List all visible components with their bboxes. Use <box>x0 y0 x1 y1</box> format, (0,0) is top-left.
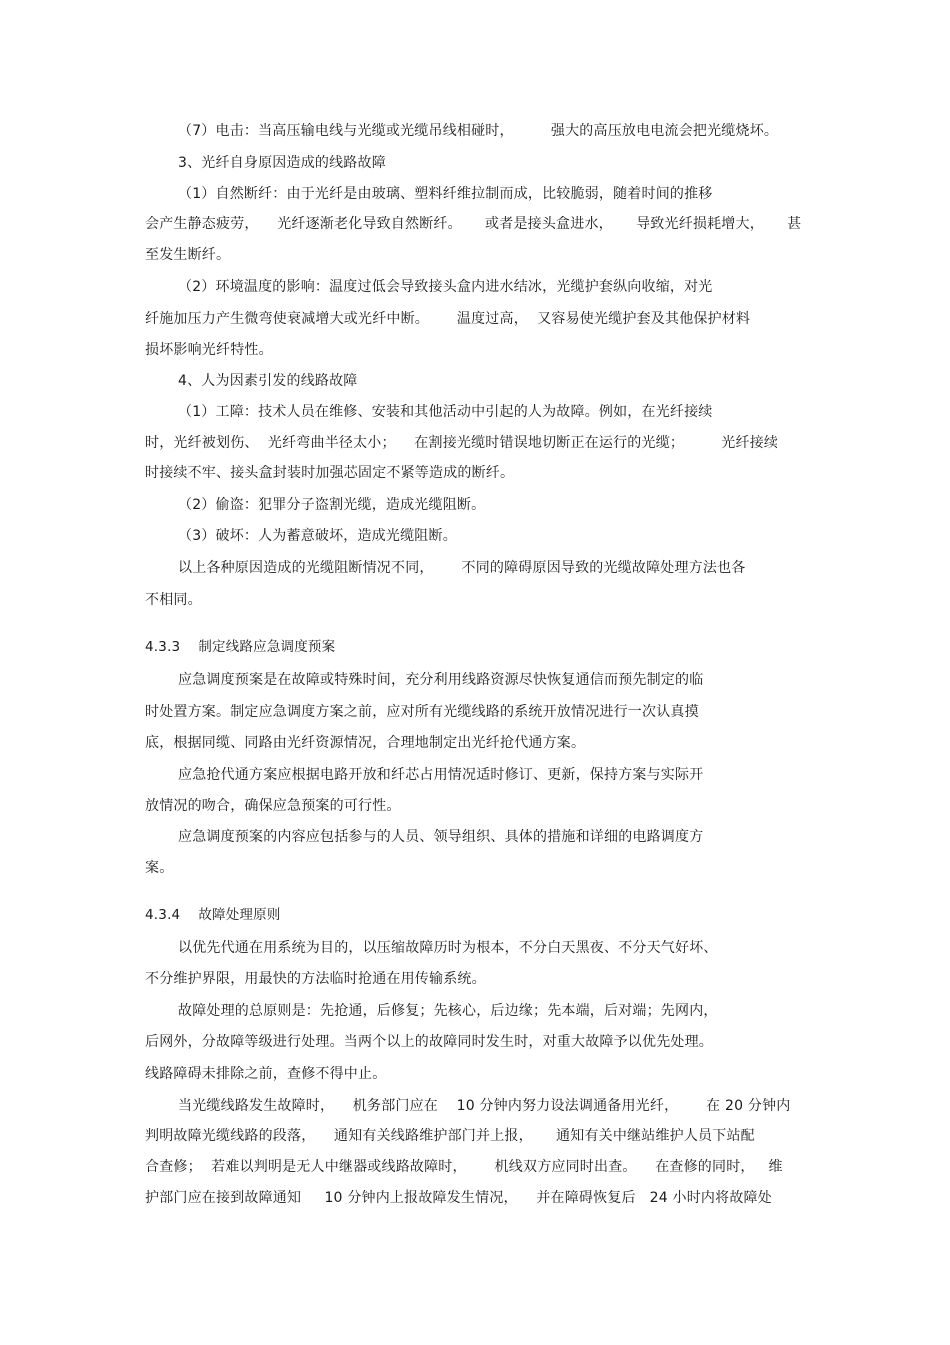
text-line: 护部门应在接到故障通知 10 分钟内上报故障发生情况， 并在障碍恢复后 24 小时内将故障处 <box>145 1190 772 1206</box>
text-line: 至发生断纤。 <box>145 247 231 263</box>
text-line: （2）环境温度的影响：温度过低会导致接头盒内进水结冰，光缆护套纵向收缩，对光 <box>178 279 713 295</box>
text-line: 损坏影响光纤特性。 <box>145 342 273 358</box>
text-line: 案。 <box>145 860 174 876</box>
text-line: 以上各种原因造成的光缆阻断情况不同， 不同的障碍原因导致的光缆故障处理方法也各 <box>178 560 746 576</box>
text-line: 时，光纤被划伤、 光纤弯曲半径太小； 在割接光缆时错误地切断正在运行的光缆； 光纤接续 <box>145 435 779 451</box>
text-line: 判明故障光缆线路的段落， 通知有关线路维护部门并上报， 通知有关中继站维护人员下站配 <box>145 1128 755 1144</box>
section-title: 3、光纤自身原因造成的线路故障 <box>178 155 386 171</box>
text-line: 纤施加压力产生微弯使衰减增大或光纤中断。 温度过高， 又容易使光缆护套及其他保护材料 <box>145 311 751 327</box>
text-line: （2）偷盗：犯罪分子盗割光缆，造成光缆阻断。 <box>178 497 486 513</box>
text-line: 时接续不牢、接头盒封装时加强芯固定不紧等造成的断纤。 <box>145 465 515 481</box>
text-line: （1）自然断纤：由于光纤是由玻璃、塑料纤维拉制而成，比较脆弱，随着时间的推移 <box>178 186 713 202</box>
text-line: 线路障碍未排除之前，查修不得中止。 <box>145 1066 387 1082</box>
text-line: 以优先代通在用系统为目的，以压缩故障历时为根本，不分白天黑夜、不分天气好坏、 <box>178 940 718 956</box>
text-line: 当光缆线路发生故障时， 机务部门应在 10 分钟内努力设法调通备用光纤， 在 20 分钟内 <box>178 1098 791 1114</box>
text-line: （1）工障：技术人员在维修、安装和其他活动中引起的人为故障。例如，在光纤接续 <box>178 404 713 420</box>
section-heading: 4.3.3 制定线路应急调度预案 <box>145 639 336 655</box>
section-title: 4、人为因素引发的线路故障 <box>178 373 358 389</box>
text-line: 底，根据同缆、同路由光纤资源情况，合理地制定出光纤抢代通方案。 <box>145 735 586 751</box>
section-heading: 4.3.4 故障处理原则 <box>145 907 281 923</box>
text-line: 应急调度预案是在故障或特殊时间，充分利用线路资源尽快恢复通信而预先制定的临 <box>178 672 704 688</box>
text-line: 应急调度预案的内容应包括参与的人员、领导组织、具体的措施和详细的电路调度方 <box>178 829 704 845</box>
text-line: 不相同。 <box>145 592 202 608</box>
text-line: 故障处理的总原则是：先抢通，后修复；先核心，后边缘；先本端，后对端；先网内， <box>178 1003 718 1019</box>
text-line: （7）电击：当高压输电线与光缆或光缆吊线相碰时， 强大的高压放电电流会把光缆烧坏。 <box>178 123 779 139</box>
text-line: （3）破坏：人为蓄意破坏，造成光缆阻断。 <box>178 528 457 544</box>
text-line: 后网外，分故障等级进行处理。当两个以上的故障同时发生时，对重大故障予以优先处理。 <box>145 1034 713 1050</box>
text-line: 时处置方案。制定应急调度方案之前，应对所有光缆线路的系统开放情况进行一次认真摸 <box>145 704 699 720</box>
text-line: 合查修； 若难以判明是无人中继器或线路故障时， 机线双方应同时出查。 在查修的同时， 维 <box>145 1159 783 1175</box>
text-line: 应急抢代通方案应根据电路开放和纤芯占用情况适时修订、更新，保持方案与实际开 <box>178 767 704 783</box>
text-line: 会产生静态疲劳， 光纤逐渐老化导致自然断纤。 或者是接头盒进水， 导致光纤损耗增大， 甚 <box>145 216 802 232</box>
text-line: 放情况的吻合，确保应急预案的可行性。 <box>145 798 401 814</box>
text-line: 不分维护界限，用最快的方法临时抢通在用传输系统。 <box>145 971 486 987</box>
